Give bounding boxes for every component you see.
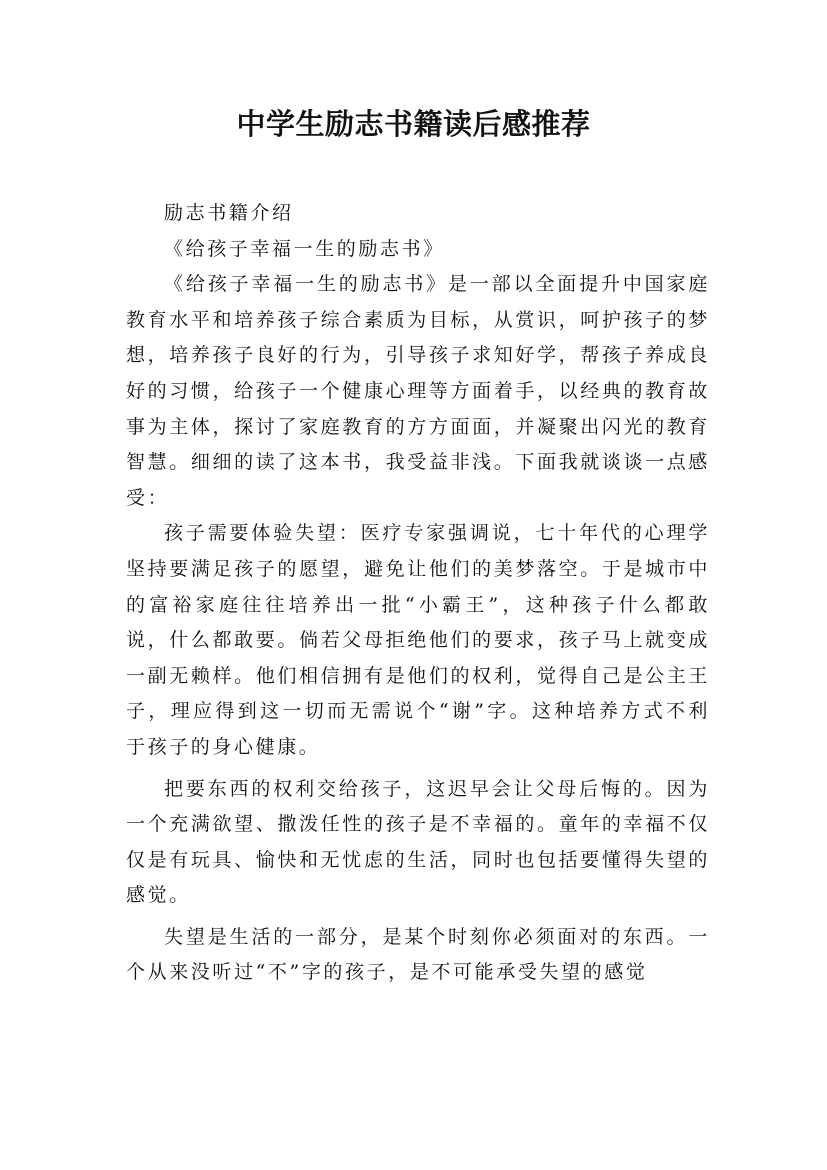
paragraph-book-title: 《给孩子幸福一生的励志书》 <box>164 237 445 260</box>
paragraph-experience-disappointment: 孩子需要体验失望：医疗专家强调说，七十年代的心理学坚持要满足孩子的愿望，避免让他们的美梦落空。于是城市中的富裕家庭往往培养出一批“小霸王”，这种孩子什么都敢说，什么都敢要。倘若父母拒绝他们的要求，孩子马上就变成一副无赖样。他们相信拥有是他们的权利，觉得自己是公主王子，理应得到这一切而无需说个“谢”字。这种培养方式不利于孩子的身心健康。 <box>126 522 710 758</box>
document-title: 中学生励志书籍读后感推荐 <box>236 107 591 141</box>
paragraph-section-heading: 励志书籍介绍 <box>164 202 294 224</box>
paragraph-book-intro: 《给孩子幸福一生的励志书》是一部以全面提升中国家庭教育水平和培养孩子综合素质为目标，从赏识，呵护孩子的梦想，培养孩子良好的行为，引导孩子求知好学，帮孩子养成良好的习惯，给孩子一个健康心理等方面着手，以经典的教育故事为主体，探讨了家庭教育的方方面面，并凝聚出闪光的教育智慧。细细的读了这本书，我受益非浅。下面我就谈谈一点感受： <box>126 273 710 509</box>
document-body <box>126 196 710 991</box>
paragraph-disappointment-part-of-life: 失望是生活的一部分，是某个时刻你必须面对的东西。一个从来没听过“不”字的孩子，是不可能承受失望的感觉 <box>126 925 710 984</box>
paragraph-rights-to-child: 把要东西的权利交给孩子，这迟早会让父母后悔的。因为一个充满欲望、撒泼任性的孩子是不幸福的。童年的幸福不仅仅是有玩具、愉快和无忧虑的生活，同时也包括要懂得失望的感觉。 <box>126 777 710 907</box>
